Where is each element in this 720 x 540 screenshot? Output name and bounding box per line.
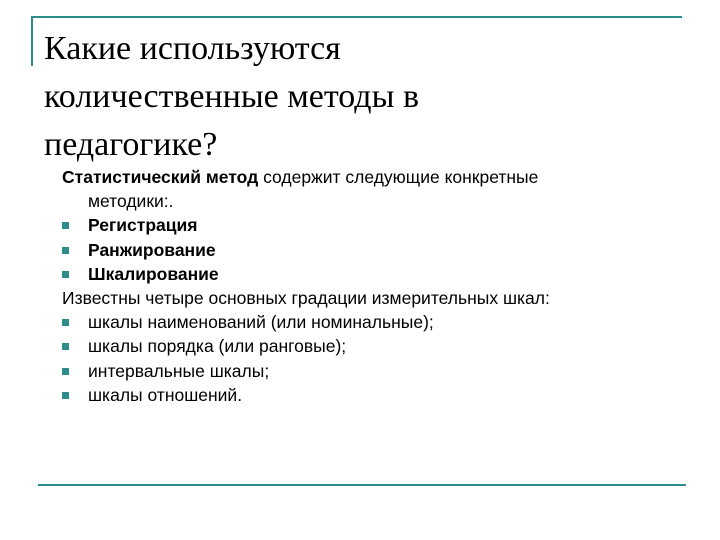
- technique-item: [62, 213, 692, 237]
- square-bullet-icon: [62, 222, 69, 229]
- scale-item: [62, 359, 692, 383]
- square-bullet-icon: [62, 319, 69, 326]
- intro-bold-text: Статистический метод: [62, 167, 259, 187]
- square-bullet-icon: [62, 271, 69, 278]
- scale-label: шкалы наименований (или номинальные);: [88, 312, 434, 333]
- technique-item: [62, 238, 692, 262]
- intro-text: содержит следующие конкретные: [258, 167, 539, 187]
- scale-label: шкалы отношений.: [88, 384, 243, 405]
- bottom-divider: [38, 484, 686, 486]
- scales-intro: Известны четыре основных градации измерительных шкал:: [62, 288, 550, 309]
- intro-continuation: методики:.: [88, 191, 174, 212]
- slide-title: [44, 25, 684, 169]
- slide-body: [62, 165, 692, 407]
- square-bullet-icon: [62, 392, 69, 399]
- scale-label: шкалы порядка (или ранговые);: [88, 336, 347, 357]
- technique-item: [62, 262, 692, 286]
- scale-item: [62, 383, 692, 407]
- title-line-1: Какие используются: [44, 30, 341, 67]
- left-divider: [31, 16, 33, 66]
- technique-label: Регистрация: [88, 215, 198, 236]
- square-bullet-icon: [62, 368, 69, 375]
- scale-item: [62, 334, 692, 358]
- scale-item: [62, 310, 692, 334]
- technique-label: Ранжирование: [88, 239, 216, 260]
- scale-label: интервальные шкалы;: [88, 360, 270, 381]
- square-bullet-icon: [62, 247, 69, 254]
- title-line-2: количественные методы в: [44, 78, 419, 115]
- title-line-3: педагогике?: [44, 126, 218, 163]
- intro-line: [62, 165, 692, 189]
- square-bullet-icon: [62, 343, 69, 350]
- top-divider: [32, 16, 682, 18]
- technique-label: Шкалирование: [88, 263, 219, 284]
